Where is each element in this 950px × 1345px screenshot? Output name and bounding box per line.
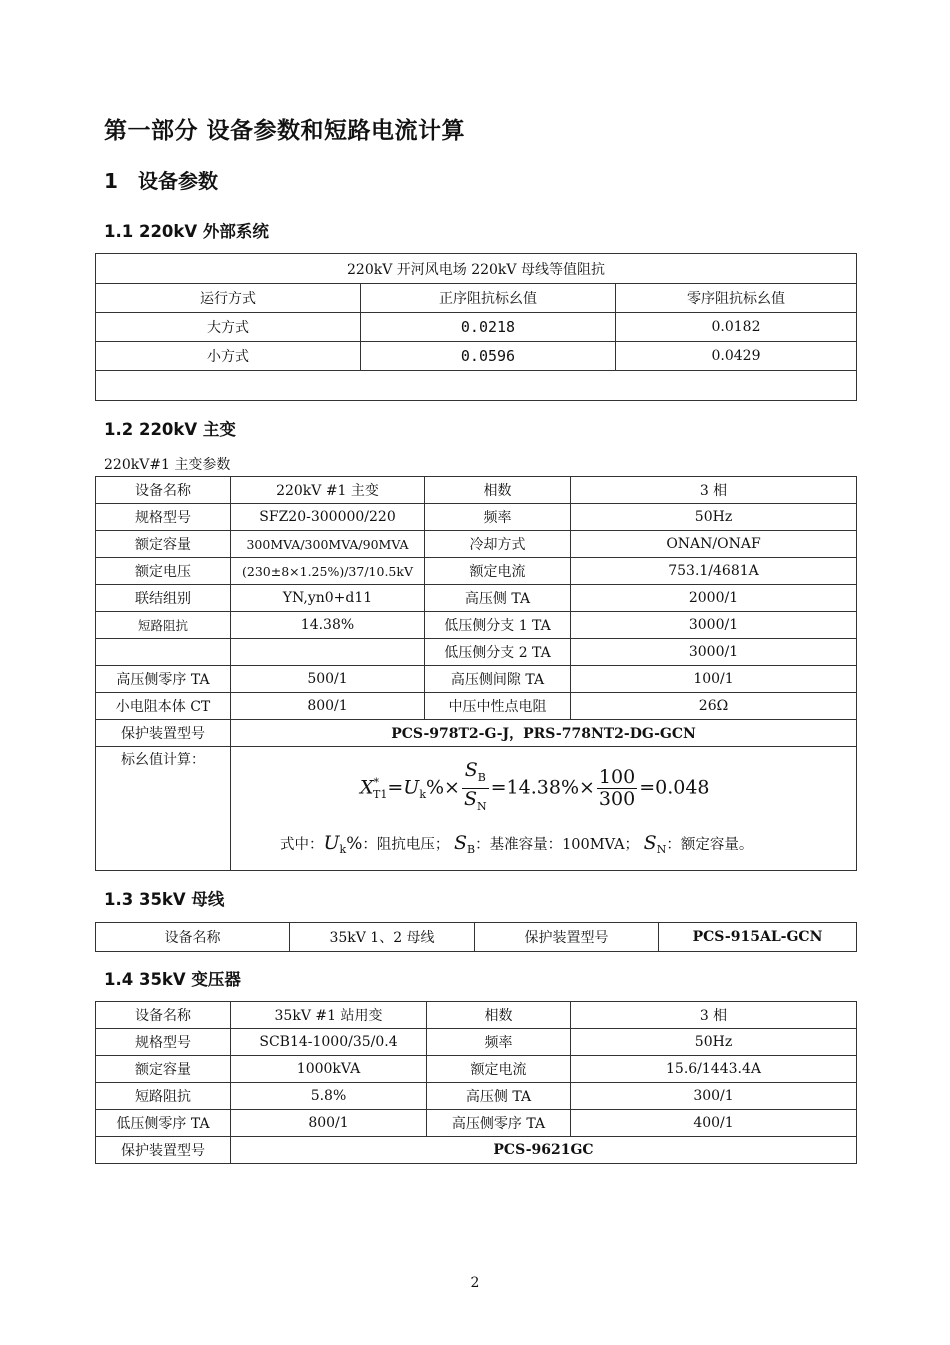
- table-cell: 低压侧分支 1 TA: [425, 612, 571, 639]
- table-cell: 300/1: [571, 1083, 857, 1110]
- table-row: [96, 1002, 857, 1029]
- table-cell: 35kV #1 站用变: [231, 1002, 427, 1029]
- table-row: [96, 313, 857, 342]
- table-cell: 频率: [425, 504, 571, 531]
- table-row: [96, 923, 857, 952]
- table-cell: 26Ω: [571, 693, 857, 720]
- note-sn-sub: N: [656, 842, 667, 856]
- table-row: [96, 342, 857, 371]
- table-cell: 753.1/4681A: [571, 558, 857, 585]
- table-cell: 3000/1: [571, 612, 857, 639]
- formula-fraction-num: [597, 767, 637, 810]
- table-cell: 0.0596: [361, 342, 616, 371]
- table-cell: 规格型号: [96, 504, 231, 531]
- table-cell: 5.8%: [231, 1083, 427, 1110]
- table-cell: (230±8×1.25%)/37/10.5kV: [231, 558, 425, 585]
- note-sb: S: [453, 832, 467, 854]
- busbar-table: [95, 922, 857, 952]
- table-cell: 短路阻抗: [96, 612, 231, 639]
- formula-note: 式中：$U_k\%$：阻抗电压； $S_B$：基准容量：100MVA； $S_N$：额定容量。: [280, 832, 754, 856]
- formula-x-sub: T1: [373, 788, 388, 802]
- table-cell: 低压侧分支 2 TA: [425, 639, 571, 666]
- formula-sb: S: [464, 759, 478, 781]
- protection-model: PCS-978T2-G-J，PRS-778NT2-DG-GCN: [231, 720, 857, 747]
- table-cell: SFZ20-300000/220: [231, 504, 425, 531]
- table-row: [96, 639, 857, 666]
- table-cell: 低压侧零序 TA: [96, 1110, 231, 1137]
- table-row: [96, 612, 857, 639]
- table-cell: 3 相: [571, 1002, 857, 1029]
- section-1-title: 设备参数: [138, 169, 218, 193]
- table-row: [96, 1056, 857, 1083]
- table-cell: 额定电流: [425, 558, 571, 585]
- formula-numerator: 100: [598, 765, 636, 788]
- formula-x-sup: *: [373, 775, 380, 789]
- table-cell: 小电阻本体 CT: [96, 693, 231, 720]
- table-row: [96, 1137, 857, 1164]
- formula-u-sub: k: [419, 788, 426, 802]
- table-cell: 0.0182: [616, 313, 857, 342]
- formula-x: X: [360, 776, 374, 799]
- note-sn: S: [643, 832, 657, 854]
- table-cell: 冷却方式: [425, 531, 571, 558]
- table-row: [96, 693, 857, 720]
- note-u: U: [323, 832, 340, 854]
- section-1-3-heading: 1.3 35kV 母线: [104, 890, 225, 909]
- table-cell: [96, 639, 231, 666]
- table-cell: 高压侧零序 TA: [427, 1110, 571, 1137]
- section-1-1-heading: 1.1 220kV 外部系统: [104, 222, 269, 241]
- table-cell: SCB14-1000/35/0.4: [231, 1029, 427, 1056]
- table-cell: 额定电压: [96, 558, 231, 585]
- protection-label: 保护装置型号: [96, 720, 231, 747]
- formula-pct: %×: [425, 776, 460, 799]
- table-cell: 35kV 1、2 母线: [290, 923, 475, 952]
- table-row: [96, 477, 857, 504]
- table-row: [96, 504, 857, 531]
- table-cell: 额定容量: [96, 531, 231, 558]
- table-cell: 800/1: [231, 1110, 427, 1137]
- table-cell: 50Hz: [571, 1029, 857, 1056]
- table-cell: 额定容量: [96, 1056, 231, 1083]
- table-cell: 设备名称: [96, 477, 231, 504]
- table-cell: 设备名称: [96, 1002, 231, 1029]
- section-1-2-heading: 1.2 220kV 主变: [104, 420, 236, 439]
- table-row: [96, 1029, 857, 1056]
- note-sb-sub: B: [466, 842, 476, 856]
- table-cell: 15.6/1443.4A: [571, 1056, 857, 1083]
- table-cell: 额定电流: [427, 1056, 571, 1083]
- calc-label: 标幺值计算：: [96, 747, 231, 871]
- table-cell: 短路阻抗: [96, 1083, 231, 1110]
- table-title: 220kV 开河风电场 220kV 母线等值阻抗: [96, 254, 857, 284]
- formula-eq: =: [387, 776, 404, 799]
- table-row: [96, 666, 857, 693]
- formula-fraction-s: [462, 760, 489, 817]
- section-1-4-heading: 1.4 35kV 变压器: [104, 970, 241, 989]
- table-cell: 中压中性点电阻: [425, 693, 571, 720]
- table-row: [96, 1110, 857, 1137]
- table-cell: 50Hz: [571, 504, 857, 531]
- page-number: 2: [470, 1275, 480, 1291]
- table-cell: 3000/1: [571, 639, 857, 666]
- table-cell: 300MVA/300MVA/90MVA: [231, 531, 425, 558]
- table-cell: 高压侧 TA: [427, 1083, 571, 1110]
- table-row: [96, 531, 857, 558]
- table-cell: 800/1: [231, 693, 425, 720]
- table-row: [96, 720, 857, 747]
- table-cell: 2000/1: [571, 585, 857, 612]
- table-header: 零序阻抗标幺值: [616, 284, 857, 313]
- formula-u: U: [403, 776, 420, 799]
- formula-result: =0.048: [639, 776, 710, 799]
- per-unit-formula: [360, 760, 710, 817]
- external-system-table: [95, 253, 857, 401]
- table-cell: ONAN/ONAF: [571, 531, 857, 558]
- formula-sn: S: [463, 787, 477, 810]
- table-cell: [231, 639, 425, 666]
- table-cell: 相数: [427, 1002, 571, 1029]
- note-sn-desc: ：额定容量。: [666, 837, 754, 853]
- table-cell: 小方式: [96, 342, 361, 371]
- formula-sb-sub: B: [477, 770, 486, 784]
- table-row: [96, 585, 857, 612]
- table-cell: YN,yn0+d11: [231, 585, 425, 612]
- table-cell: 400/1: [571, 1110, 857, 1137]
- note-u-sub: k: [339, 842, 347, 856]
- table-cell: 14.38%: [231, 612, 425, 639]
- table-caption: 220kV#1 主变参数: [104, 457, 231, 473]
- table-cell: 高压侧零序 TA: [96, 666, 231, 693]
- table-cell: 联结组别: [96, 585, 231, 612]
- table-cell: 3 相: [571, 477, 857, 504]
- table-cell: 1000kVA: [231, 1056, 427, 1083]
- table-cell: 相数: [425, 477, 571, 504]
- table-cell: 高压侧 TA: [425, 585, 571, 612]
- table-cell: 大方式: [96, 313, 361, 342]
- protection-label: 保护装置型号: [96, 1137, 231, 1164]
- table-cell: PCS-915AL-GCN: [659, 923, 857, 952]
- section-1-number: 1: [104, 169, 118, 193]
- table-header: 正序阻抗标幺值: [361, 284, 616, 313]
- table-row: [96, 558, 857, 585]
- table-cell: 规格型号: [96, 1029, 231, 1056]
- section-1-heading: [104, 165, 218, 194]
- note-sb-desc: ：基准容量：100MVA；: [475, 837, 640, 853]
- formula-mid: =14.38%×: [490, 776, 595, 799]
- note-prefix: 式中：: [280, 837, 324, 853]
- table-cell: 220kV #1 主变: [231, 477, 425, 504]
- formula-sn-sub: N: [477, 799, 487, 813]
- table-cell: 0.0429: [616, 342, 857, 371]
- formula-denominator: 300: [598, 787, 636, 810]
- table-row: [96, 1083, 857, 1110]
- table-cell: 500/1: [231, 666, 425, 693]
- protection-model: PCS-9621GC: [231, 1137, 857, 1164]
- empty-row: [96, 371, 857, 401]
- table-cell: 频率: [427, 1029, 571, 1056]
- table-cell: 0.0218: [361, 313, 616, 342]
- page-title: 第一部分 设备参数和短路电流计算: [104, 118, 466, 144]
- table-cell: 100/1: [571, 666, 857, 693]
- station-transformer-table: [95, 1001, 857, 1164]
- table-header: 运行方式: [96, 284, 361, 313]
- note-u-desc: ：阻抗电压；: [362, 837, 450, 853]
- table-cell: 保护装置型号: [475, 923, 659, 952]
- table-cell: 高压侧间隙 TA: [425, 666, 571, 693]
- table-cell: 设备名称: [96, 923, 290, 952]
